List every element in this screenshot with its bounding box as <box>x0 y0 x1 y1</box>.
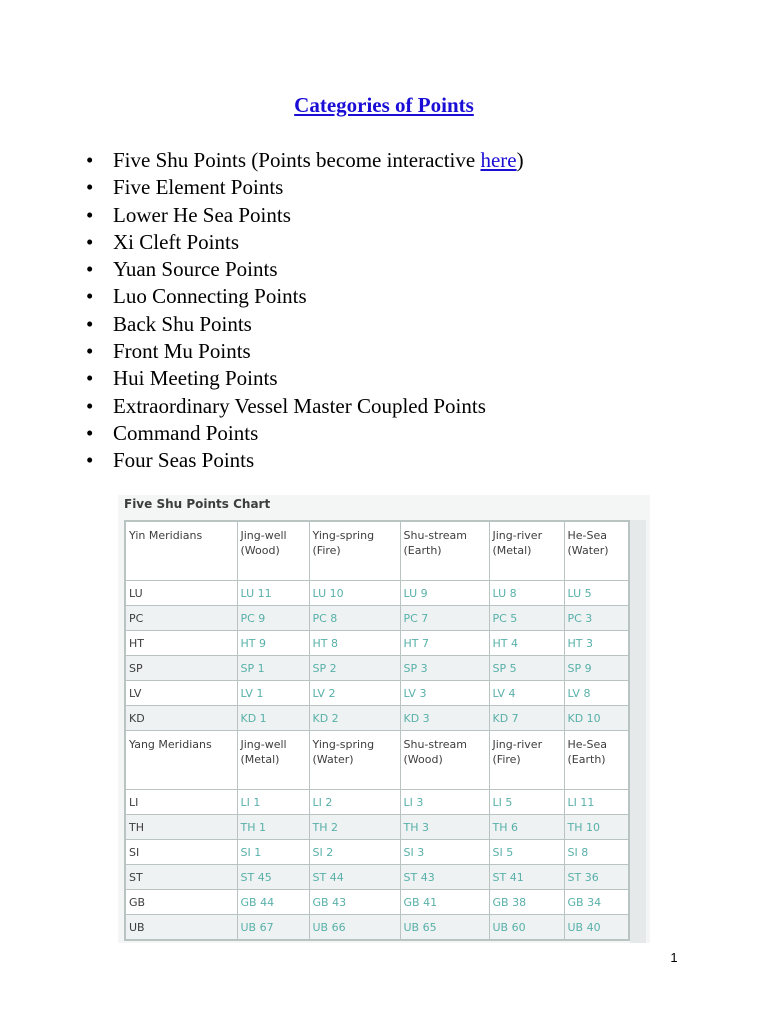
bullet: • <box>86 229 94 254</box>
header-line: (Earth) <box>567 753 606 766</box>
point-cell: LV 4 <box>489 681 564 706</box>
list-item-text: Four Seas Points <box>113 448 255 473</box>
list-item-text: Luo Connecting Points <box>113 284 307 309</box>
list-item <box>86 229 524 256</box>
point-cell: KD 7 <box>489 706 564 731</box>
point-cell: SP 5 <box>489 656 564 681</box>
point-cell: TH 10 <box>564 815 629 840</box>
list-item-suffix: ) <box>516 148 524 172</box>
header-line: He-Sea <box>567 738 607 751</box>
point-cell: PC 7 <box>400 606 489 631</box>
header-line: (Fire) <box>312 544 341 557</box>
bullet: • <box>86 393 94 418</box>
chart-title: Five Shu Points Chart <box>124 497 271 511</box>
bullet: • <box>86 148 94 172</box>
point-cell: HT 4 <box>489 631 564 656</box>
table-row <box>125 681 629 706</box>
point-cell: HT 7 <box>400 631 489 656</box>
list-item <box>86 393 524 420</box>
header-line: (Earth) <box>403 544 442 557</box>
bullet: • <box>86 257 94 282</box>
header-line: (Water) <box>567 544 609 557</box>
list-item-text: Five Element Points <box>113 175 284 200</box>
table-header-row <box>125 521 629 581</box>
point-cell: ST 43 <box>400 865 489 890</box>
list-item-text: Five Shu Points (Points become interactive <box>113 148 481 172</box>
point-cell: LU 8 <box>489 581 564 606</box>
point-cell: ST 36 <box>564 865 629 890</box>
table-header-cell <box>564 521 629 581</box>
header-line: Jing-well <box>240 529 287 542</box>
point-cell: LI 2 <box>309 790 400 815</box>
header-line: He-Sea <box>567 529 607 542</box>
point-cell: LV 2 <box>309 681 400 706</box>
table-header-cell <box>237 521 309 581</box>
point-cell: UB 66 <box>309 915 400 941</box>
header-line: Jing-river <box>492 738 543 751</box>
point-cell: TH 6 <box>489 815 564 840</box>
list-item <box>86 174 524 201</box>
list-item <box>86 202 524 229</box>
table-row <box>125 815 629 840</box>
table-header-row <box>125 731 629 790</box>
point-cell: LV 3 <box>400 681 489 706</box>
point-cell: LI 1 <box>237 790 309 815</box>
bullet: • <box>86 284 94 309</box>
table-header-cell <box>125 521 237 581</box>
table-header-cell <box>489 731 564 790</box>
header-line: Ying-spring <box>312 529 375 542</box>
point-cell: PC 3 <box>564 606 629 631</box>
point-cell: LV 1 <box>237 681 309 706</box>
list-item <box>86 283 524 310</box>
point-cell: SI 2 <box>309 840 400 865</box>
list-item-text: Back Shu Points <box>113 311 252 336</box>
scroll-strip <box>630 520 646 943</box>
table-row <box>125 890 629 915</box>
point-cell: SP 1 <box>237 656 309 681</box>
header-line: (Fire) <box>492 753 521 766</box>
page-number: 1 <box>670 950 678 965</box>
list-item-text: Command Points <box>113 420 259 445</box>
meridian-cell: TH <box>125 815 237 840</box>
point-cell: GB 38 <box>489 890 564 915</box>
point-cell: LU 9 <box>400 581 489 606</box>
table-header-cell <box>309 521 400 581</box>
point-cell: GB 41 <box>400 890 489 915</box>
table-header-cell <box>564 731 629 790</box>
header-line: (Wood) <box>403 753 443 766</box>
page-title[interactable]: Categories of Points <box>294 93 474 117</box>
bullet: • <box>86 339 94 364</box>
list-item <box>86 338 524 365</box>
table-header-cell <box>125 731 237 790</box>
list-item <box>86 420 524 447</box>
point-cell: SI 8 <box>564 840 629 865</box>
five-shu-points-chart <box>118 495 650 943</box>
point-cell: UB 60 <box>489 915 564 941</box>
header-line: Jing-river <box>492 529 543 542</box>
meridian-cell: SI <box>125 840 237 865</box>
bullet: • <box>86 311 94 336</box>
table-header-cell <box>400 731 489 790</box>
list-item <box>86 311 524 338</box>
bullet: • <box>86 202 94 227</box>
list-item <box>86 147 524 174</box>
five-shu-table <box>124 520 630 941</box>
list-item <box>86 365 524 392</box>
point-cell: SI 5 <box>489 840 564 865</box>
point-cell: ST 44 <box>309 865 400 890</box>
meridian-cell: HT <box>125 631 237 656</box>
table-header-cell <box>489 521 564 581</box>
point-cell: ST 45 <box>237 865 309 890</box>
point-cell: UB 67 <box>237 915 309 941</box>
point-cell: TH 3 <box>400 815 489 840</box>
point-cell: LV 8 <box>564 681 629 706</box>
meridian-cell: GB <box>125 890 237 915</box>
list-item-text: Xi Cleft Points <box>113 229 240 254</box>
point-cell: LU 5 <box>564 581 629 606</box>
table-header-cell <box>309 731 400 790</box>
point-cell: TH 1 <box>237 815 309 840</box>
table-row <box>125 581 629 606</box>
table-row <box>125 840 629 865</box>
point-cell: UB 40 <box>564 915 629 941</box>
point-cell: HT 9 <box>237 631 309 656</box>
bullet: • <box>86 366 94 391</box>
point-cell: SI 3 <box>400 840 489 865</box>
point-cell: PC 9 <box>237 606 309 631</box>
point-cell: LI 3 <box>400 790 489 815</box>
header-line: Shu-stream <box>403 529 467 542</box>
bullet: • <box>86 175 94 200</box>
point-cell: KD 2 <box>309 706 400 731</box>
bullet: • <box>86 420 94 445</box>
point-cell: PC 5 <box>489 606 564 631</box>
point-cell: KD 3 <box>400 706 489 731</box>
point-cell: KD 10 <box>564 706 629 731</box>
point-cell: GB 44 <box>237 890 309 915</box>
table-row <box>125 631 629 656</box>
header-line: Yin Meridians <box>129 529 203 542</box>
list-item-text: Extraordinary Vessel Master Coupled Points <box>113 393 486 418</box>
meridian-cell: KD <box>125 706 237 731</box>
list-item-text: Lower He Sea Points <box>113 202 291 227</box>
point-cell: HT 8 <box>309 631 400 656</box>
meridian-cell: UB <box>125 915 237 941</box>
list-item <box>86 447 524 474</box>
meridian-cell: ST <box>125 865 237 890</box>
header-line: Ying-spring <box>312 738 375 751</box>
meridian-cell: PC <box>125 606 237 631</box>
table-row <box>125 706 629 731</box>
list-item-text: Front Mu Points <box>113 339 251 364</box>
table-header-cell <box>237 731 309 790</box>
meridian-cell: LI <box>125 790 237 815</box>
list-item-text: Yuan Source Points <box>113 257 278 282</box>
header-line: (Wood) <box>240 544 280 557</box>
point-cell: HT 3 <box>564 631 629 656</box>
point-cell: LU 10 <box>309 581 400 606</box>
header-line: Yang Meridians <box>129 738 212 751</box>
point-cell: ST 41 <box>489 865 564 890</box>
point-cell: LU 11 <box>237 581 309 606</box>
meridian-cell: LV <box>125 681 237 706</box>
list-item-text: Hui Meeting Points <box>113 366 278 391</box>
meridian-cell: SP <box>125 656 237 681</box>
point-cell: LI 5 <box>489 790 564 815</box>
here-link[interactable]: here <box>480 148 517 172</box>
table-row <box>125 915 629 941</box>
point-cell: SP 9 <box>564 656 629 681</box>
point-cell: UB 65 <box>400 915 489 941</box>
point-cell: GB 34 <box>564 890 629 915</box>
point-cell: PC 8 <box>309 606 400 631</box>
table-row <box>125 606 629 631</box>
header-line: (Water) <box>312 753 354 766</box>
point-cell: SP 3 <box>400 656 489 681</box>
header-line: Jing-well <box>240 738 287 751</box>
table-header-cell <box>400 521 489 581</box>
point-cell: TH 2 <box>309 815 400 840</box>
table-row <box>125 656 629 681</box>
point-cell: KD 1 <box>237 706 309 731</box>
point-cell: GB 43 <box>309 890 400 915</box>
point-cell: SP 2 <box>309 656 400 681</box>
table-row <box>125 865 629 890</box>
header-line: Shu-stream <box>403 738 467 751</box>
bullet: • <box>86 448 94 473</box>
point-cell: LI 11 <box>564 790 629 815</box>
point-cell: SI 1 <box>237 840 309 865</box>
list-item <box>86 256 524 283</box>
header-line: (Metal) <box>240 753 280 766</box>
points-category-list <box>86 147 524 475</box>
header-line: (Metal) <box>492 544 532 557</box>
table-row <box>125 790 629 815</box>
meridian-cell: LU <box>125 581 237 606</box>
